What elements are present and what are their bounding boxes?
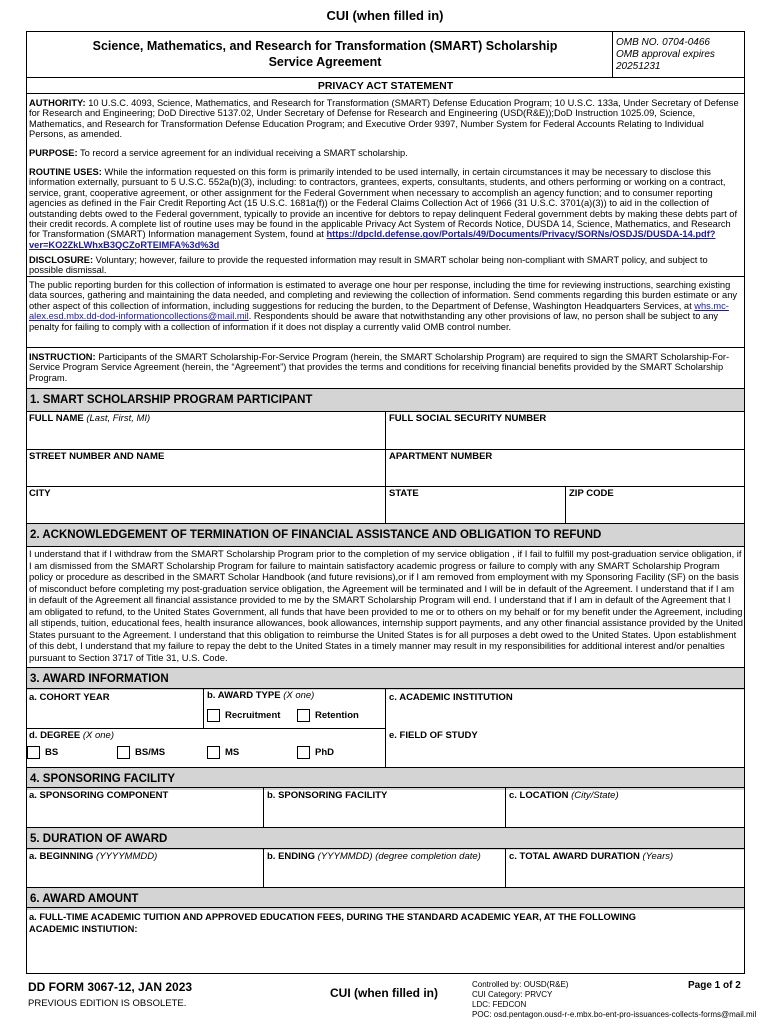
- sorn-link[interactable]: https://dpcld.defense.gov/Portals/49/Documents/Privacy/SORNs/OSDJS/DUSDA-14.pdf?ver=KO2ZkLWhxB3QCZoRTEIMFA%3d%3d: [29, 229, 716, 250]
- zip-field[interactable]: ZIP CODE: [569, 488, 614, 499]
- omb-number: OMB NO. 0704-0466: [616, 37, 710, 48]
- previous-edition-note: PREVIOUS EDITION IS OBSOLETE.: [28, 998, 187, 1009]
- ldc: LDC: FEDCON: [472, 1000, 527, 1009]
- ending-hint: (YYYMMDD) (degree completion date): [317, 851, 481, 862]
- burden-paragraph: [29, 280, 741, 332]
- state-field[interactable]: STATE: [389, 488, 419, 499]
- ending-label: b. ENDING: [267, 851, 316, 862]
- location-hint: (City/State): [571, 790, 619, 801]
- ending-date-field[interactable]: [267, 851, 481, 862]
- retention-checkbox[interactable]: [297, 709, 310, 722]
- street-field[interactable]: STREET NUMBER AND NAME: [29, 451, 165, 462]
- tuition-field[interactable]: [29, 911, 741, 935]
- divider: [26, 276, 745, 277]
- divider: [26, 347, 745, 348]
- title-divider: [612, 31, 613, 77]
- sponsoring-component-field[interactable]: a. SPONSORING COMPONENT: [29, 790, 169, 801]
- ms-label: MS: [225, 747, 240, 758]
- tuition-line2: ACADEMIC INSTIUTION:: [29, 924, 138, 934]
- full-name-hint: (Last, First, MI): [86, 413, 151, 424]
- routine-uses-paragraph: [29, 167, 741, 250]
- omb-block: [616, 37, 744, 73]
- purpose-paragraph: [29, 148, 741, 158]
- divider: [505, 787, 506, 827]
- controlled-by: Controlled by: OUSD(R&E): [472, 980, 569, 989]
- purpose-label: PURPOSE:: [29, 148, 78, 158]
- divider: [26, 449, 745, 450]
- omb-date: 20251231: [616, 61, 661, 72]
- form-title-line2: Service Agreement: [268, 55, 382, 69]
- apartment-field[interactable]: APARTMENT NUMBER: [389, 451, 493, 462]
- total-duration-hint: (Years): [642, 851, 674, 862]
- beginning-hint: (YYYYMMDD): [96, 851, 158, 862]
- award-type-label: [207, 690, 314, 701]
- privacy-heading: PRIVACY ACT STATEMENT: [317, 80, 454, 92]
- tuition-line1: a. FULL-TIME ACADEMIC TUITION AND APPROVED EDUCATION FEES, DURING THE STANDARD ACADEMIC YEAR, AT THE FOLLOWING: [29, 912, 637, 922]
- academic-institution-field[interactable]: c. ACADEMIC INSTITUTION: [389, 692, 513, 703]
- instruction-label: INSTRUCTION:: [29, 352, 96, 362]
- authority-label: AUTHORITY:: [29, 98, 86, 108]
- bsms-label: BS/MS: [135, 747, 166, 758]
- degree-label: [29, 730, 114, 741]
- divider: [385, 688, 386, 768]
- award-type-text: b. AWARD TYPE: [207, 690, 281, 701]
- disclosure-paragraph: [29, 255, 741, 276]
- section2-header: 2. ACKNOWLEDGEMENT OF TERMINATION OF FINANCIAL ASSISTANCE AND OBLIGATION TO REFUND: [27, 524, 744, 546]
- city-field[interactable]: CITY: [29, 488, 51, 499]
- burden-email-link[interactable]: whs.mc-alex.esd.mbx.dd-dod-informationcollections@mail.mil: [29, 300, 729, 322]
- form-title: [40, 38, 610, 70]
- divider: [263, 848, 264, 887]
- purpose-text: To record a service agreement for an individual receiving a SMART scholarship.: [79, 148, 408, 158]
- burden-text-1: The public reporting burden for this collection of information is estimated to average one hour per response, including the time for reviewing instructions, searching existing data sources, gathering and maintaining the data needed, and completing and reviewing the collection of information. Send comments regarding this burden estimate or any other aspect of this collection of information, including suggestions for reducing the burden, to the Department of Defense, Washington Headquarters Services, at: [29, 280, 738, 311]
- instruction-text: Participants of the SMART Scholarship-For-Service Program (herein, the SMART Scholarship Program) are required to sign the SMART Scholarship-For-Service Program Service Agreement (herein, the “Agreement”) that provides the terms and conditions for receiving financial benefits provided by the SMART Scholarship Program.: [29, 352, 730, 383]
- authority-paragraph: [29, 98, 741, 140]
- divider: [26, 486, 745, 487]
- degree-hint: (X one): [82, 730, 114, 741]
- section4-header: 4. SPONSORING FACILITY: [27, 768, 744, 790]
- recruitment-label: Recruitment: [225, 710, 281, 721]
- routine-label: ROUTINE USES:: [29, 167, 102, 177]
- degree-text: d. DEGREE: [29, 730, 81, 741]
- field-of-study-field[interactable]: e. FIELD OF STUDY: [389, 730, 478, 741]
- divider: [26, 907, 745, 908]
- burden-text-2: . Respondents should be aware that notwithstanding any other provisions of law, no person shall be subject to any penalty for failing to comply with a collection of information if it does not display a currently valid OMB control number.: [29, 311, 719, 332]
- disclosure-text: Voluntary; however, failure to provide the requested information may result in SMART scholar being non-compliant with SMART policy, and subject to possible dismissal.: [29, 255, 708, 276]
- section3-header: 3. AWARD INFORMATION: [27, 668, 744, 690]
- beginning-date-field[interactable]: [29, 851, 157, 862]
- ssn-field[interactable]: FULL SOCIAL SECURITY NUMBER: [389, 413, 547, 424]
- section5-header: 5. DURATION OF AWARD: [27, 828, 744, 850]
- bs-label: BS: [45, 747, 59, 758]
- divider: [26, 93, 745, 94]
- divider: [263, 787, 264, 827]
- total-duration-field[interactable]: [509, 851, 673, 862]
- beginning-label: a. BEGINNING: [29, 851, 94, 862]
- location-label: c. LOCATION: [509, 790, 569, 801]
- location-field[interactable]: [509, 790, 619, 801]
- cohort-year-field[interactable]: a. COHORT YEAR: [29, 692, 110, 703]
- divider: [26, 728, 385, 729]
- divider: [505, 848, 506, 887]
- authority-text: 10 U.S.C. 4093, Science, Mathematics, and Research for Transformation (SMART) Defense Education Program; 10 U.S.C. 133a, Under Secretary of Defense for Research and Engineering; DoD Directive 5137.02, Under Secretary of Defense for Research and Engineering (USD(R&E));DoD Instruction 1025.09, Science, Mathematics, and Research for Transformation Defense Education Program; and Executive Order 9397, Number System for Federal Accounts Relating to Individual Persons, as amended.: [29, 98, 739, 140]
- divider: [26, 546, 745, 547]
- ms-checkbox[interactable]: [207, 746, 220, 759]
- full-name-label: FULL NAME: [29, 413, 84, 424]
- full-name-field[interactable]: [29, 413, 150, 424]
- disclosure-label: DISCLOSURE:: [29, 255, 94, 265]
- divider: [26, 787, 745, 788]
- cui-category: CUI Category: PRVCY: [472, 990, 553, 999]
- divider: [385, 411, 386, 523]
- poc: POC: osd.pentagon.ousd-r-e.mbx.bo-ent-pro-issuances-collects-forms@mail.mil: [472, 1010, 757, 1019]
- cui-marking-bottom: CUI (when filled in): [330, 986, 438, 1000]
- instruction-paragraph: [29, 352, 741, 383]
- phd-checkbox[interactable]: [297, 746, 310, 759]
- sponsoring-facility-field[interactable]: b. SPONSORING FACILITY: [267, 790, 388, 801]
- retention-label: Retention: [315, 710, 359, 721]
- divider: [26, 848, 745, 849]
- divider: [203, 688, 204, 728]
- phd-label: PhD: [315, 747, 334, 758]
- form-number: DD FORM 3067-12, JAN 2023: [28, 980, 193, 994]
- omb-approval: OMB approval expires: [616, 49, 715, 60]
- bs-checkbox[interactable]: [27, 746, 40, 759]
- total-duration-label: c. TOTAL AWARD DURATION: [509, 851, 640, 862]
- routine-text: While the information requested on this form is primarily intended to be used internally, in certain circumstances it may be necessary to disclose this information externally, pursuant to 5 U.S.C. 552a(b)(3), including: to contractors, grantees, experts, consultants, students, and others performing or working on a contract, service, grant, cooperative agreement, or other assignment for the Federal Government when necessary to accomplish an agency function; and to consumer reporting agencies as defined in the Fair Credit Reporting Act (15 U.S.C. 1681a(f)) or the Federal Claims Collection Act of 1966 (31 U.S.C. 3701(a)(3)) to aid in the collection of outstanding debts owed to the Federal government, typically to provide an incentive for debtors to repay delinquent Federal government debts by making these debts part of their credit records. A complete list of routine uses may be found in the applicable Privacy Act System of Records Notice, DUSDA 14, Science, Mathematics, and Research for Transformation (SMART) Information management System, found at: [29, 167, 738, 240]
- section1-header: 1. SMART SCHOLARSHIP PROGRAM PARTICIPANT: [27, 389, 744, 411]
- acknowledgement-text: I understand that if I withdraw from the SMART Scholarship Program prior to the completion of my service obligation , if I fail to fulfill my post-graduation service obligation, if I am dismissed from the SMART Scholarship Program for failure to maintain satisfactory academic progress or failure to comply with any SMART Scholarship Program policy or procedure as described in the SMART Scholar Handbook (and future revisions),or if I am removed from employment with my Sponsoring Facility (SF) on the basis of misconduct before completing my post-graduation service obligation, the Agreement will be terminated and I will be in default of the Agreement. I understand that if I am in default of the Agreement all financial assistance provided to me by the SMART Scholarship Program will end. I understand that if I am in default of the Agreement that I am obligated to refund, to the United States Government, all funds that have been provided to me or to others on my behalf or for my benefit under the Agreement, including all stipends, tuition, educational fees, health insurance allowances, book allowances, internship support payments, and any other financial assistance provided by the United States pursuant to the Agreement. I understand that this obligation to reimburse the United States is for all purposes a debt owed to the United States. Upon establishment of this debt, I understand that my failure to repay the debt to the United States in a timely manner may result in my responsibilities for additional interest and/or penalties pursuant to Section 3717 of Title 31, U.S. Code.: [29, 548, 743, 663]
- form-title-line1: Science, Mathematics, and Research for Transformation (SMART) Scholarship: [92, 39, 558, 53]
- award-type-hint: (X one): [283, 690, 315, 701]
- divider: [26, 77, 745, 78]
- cui-marking-top: CUI (when filled in): [326, 8, 444, 23]
- section6-header: 6. AWARD AMOUNT: [27, 888, 744, 910]
- divider: [565, 486, 566, 523]
- page-number: Page 1 of 2: [688, 980, 741, 991]
- bsms-checkbox[interactable]: [117, 746, 130, 759]
- recruitment-checkbox[interactable]: [207, 709, 220, 722]
